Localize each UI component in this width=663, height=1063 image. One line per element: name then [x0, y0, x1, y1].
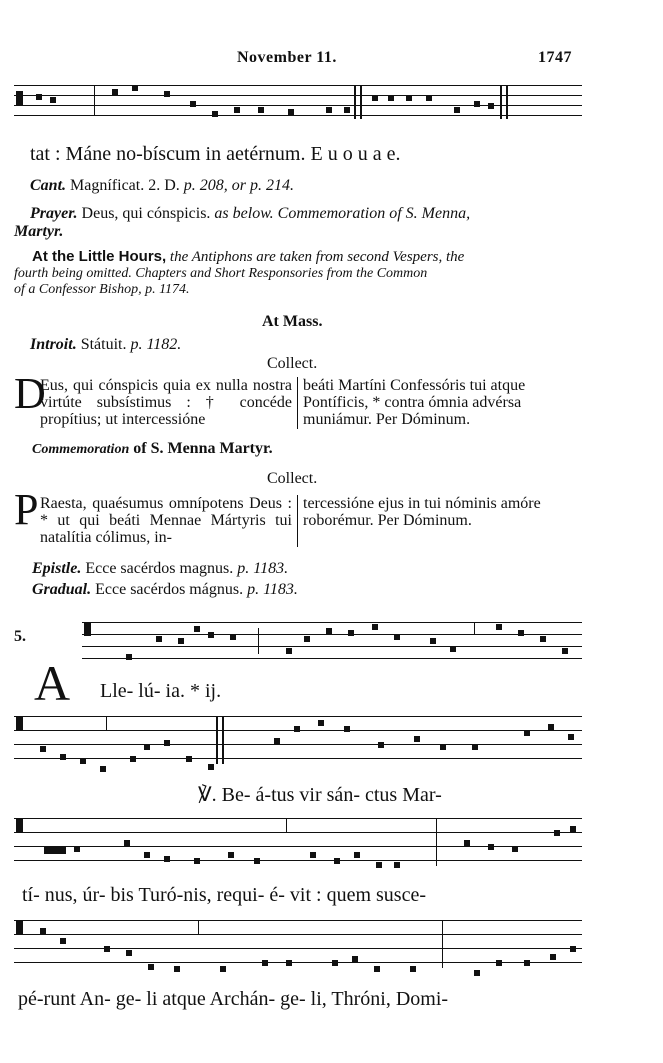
gradual-text: Ecce sacérdos mágnus.	[95, 581, 244, 598]
little-hours-text-1: the Antiphons are taken from second Vespers, the	[169, 249, 465, 265]
collect-1-divider	[297, 377, 298, 429]
collect-2-right: tercessióne ejus in tui nóminis amóre roborémur. Per Dóminum.	[303, 495, 541, 529]
chant-lyric-d: pé-runt An- ge- li atque Archán- ge- li, Thróni, Domi-	[18, 988, 449, 1010]
little-hours-head: At the Little Hours,	[32, 248, 167, 265]
chant-lyric-c: tí- nus, úr- bis Turó-nis, requi- é- vit : quem susce-	[22, 884, 427, 906]
collect-1-right: beáti Martíni Confessóris tui atque Pontíficis, * contra ómnia advérsa muniámur. Per Dóminum.	[303, 377, 526, 428]
cant-line	[30, 177, 294, 195]
staff-1	[14, 85, 582, 127]
commemoration-text: of S. Menna Martyr.	[133, 440, 273, 457]
chant-mode: 5.	[14, 628, 26, 645]
introit-line	[30, 336, 181, 354]
collect-2-initial: P	[14, 485, 39, 534]
introit-text: Státuit.	[80, 336, 127, 353]
epistle-text: Ecce sacérdos magnus.	[85, 560, 234, 577]
gradual-ref: p. 1183.	[247, 581, 298, 598]
epistle-label: Epistle.	[32, 560, 82, 577]
collect-2-divider	[297, 495, 298, 547]
gradual-label: Gradual.	[32, 581, 92, 598]
commemoration-line	[32, 440, 273, 459]
staff-3	[14, 716, 582, 768]
little-hours-line-1	[32, 248, 464, 266]
gradual-line	[32, 581, 298, 599]
staff-2	[82, 622, 582, 666]
staff-5	[14, 920, 582, 974]
commemoration-label: Commemoration	[32, 442, 130, 457]
little-hours-text-3: of a Confessor Bishop, p. 1174.	[14, 282, 190, 297]
chant-lyric-a: Lle- lú- ia. * ij.	[100, 680, 222, 702]
lyric-line-1: tat : Máne no-bíscum in aetérnum. E u o u a e.	[30, 143, 401, 165]
cant-ref: p. 208, or p. 214.	[183, 177, 294, 194]
staff-4	[14, 818, 582, 870]
page-title: November 11.	[237, 49, 337, 66]
introit-ref: p. 1182.	[130, 336, 182, 353]
epistle-line	[32, 560, 288, 578]
collect-1-initial: D	[14, 369, 46, 418]
prayer-line	[30, 205, 470, 223]
chant-initial: A	[34, 655, 71, 711]
little-hours-text-2: fourth being omitted. Chapters and Short Responsories from the Common	[14, 266, 428, 281]
prayer-label: Prayer.	[30, 205, 78, 222]
prayer-note: as below. Commemoration of S. Menna,	[214, 205, 471, 222]
collect-2-title: Collect.	[267, 470, 318, 487]
collect-1-title: Collect.	[267, 355, 318, 372]
cant-text: Magníficat. 2. D.	[70, 177, 180, 194]
mass-title: At Mass.	[262, 313, 323, 330]
epistle-ref: p. 1183.	[237, 560, 289, 577]
introit-label: Introit.	[30, 336, 77, 353]
prayer-note-2: Martyr.	[14, 223, 64, 240]
page-number: 1747	[538, 49, 572, 66]
collect-1-left: Eus, qui cónspicis quia ex nulla nostra virtúte subsístimus : † concéde propítius; ut intercessióne	[40, 377, 292, 428]
collect-2-left: Raesta, quaésumus omnípotens Deus : * ut qui beáti Mennae Mártyris tui natalítia cólimus, in-	[40, 495, 292, 546]
chant-lyric-b: ℣. Be- á-tus vir sán- ctus Mar-	[198, 784, 442, 806]
cant-label: Cant.	[30, 177, 67, 194]
prayer-text: Deus, qui cónspicis.	[81, 205, 211, 222]
